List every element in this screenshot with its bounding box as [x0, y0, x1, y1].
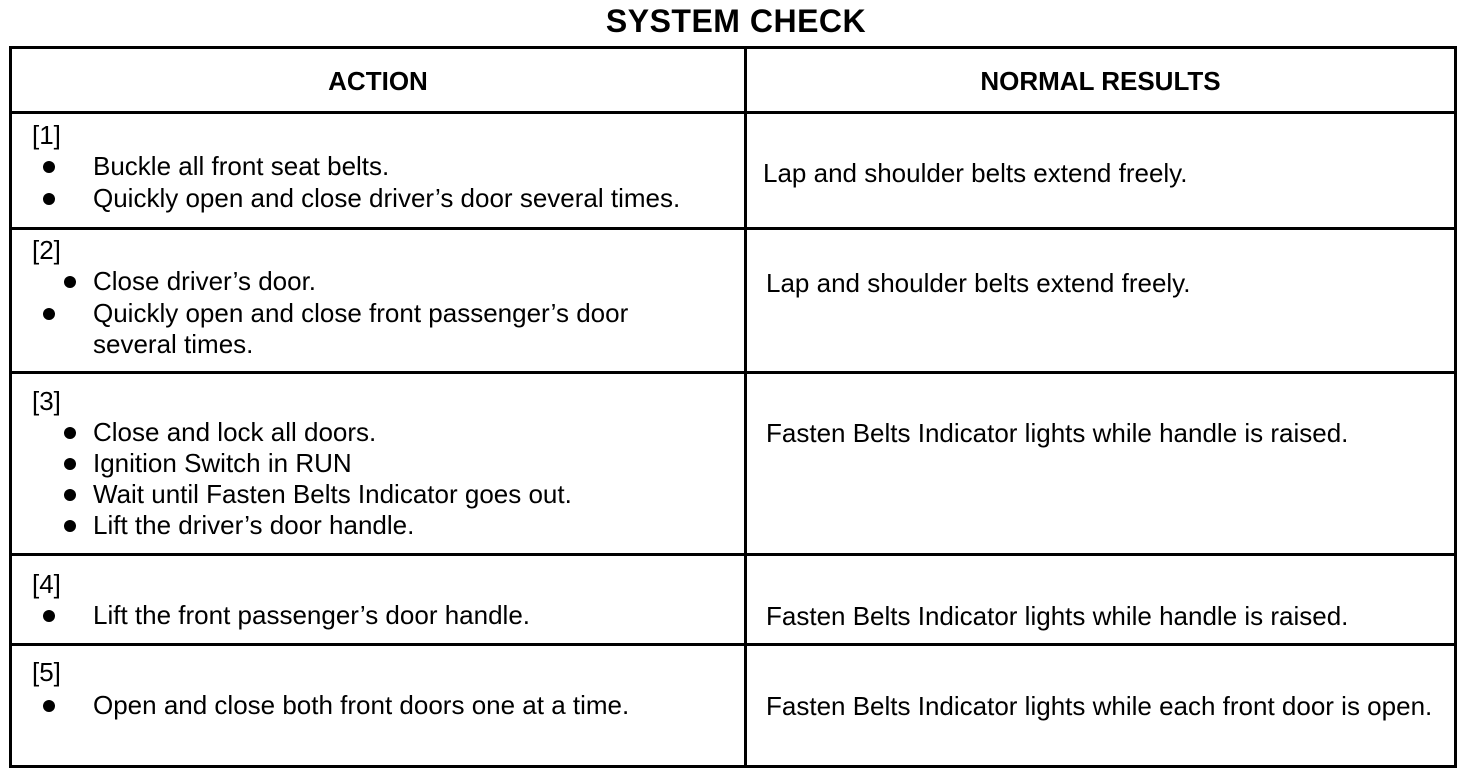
row-divider	[12, 227, 1454, 230]
action-item: Close and lock all doors.	[93, 417, 377, 447]
page-title: SYSTEM CHECK	[605, 3, 867, 39]
bullet-icon	[43, 700, 55, 712]
normal-result: Lap and shoulder belts extend freely.	[766, 268, 1191, 298]
action-item: Close driver’s door.	[93, 266, 317, 296]
step-number: [2]	[32, 235, 61, 265]
table-row	[12, 233, 742, 371]
action-item: Buckle all front seat belts.	[93, 151, 390, 181]
step-number: [3]	[32, 386, 61, 416]
bullet-icon	[64, 520, 76, 532]
normal-result: Fasten Belts Indicator lights while each front door is open.	[766, 691, 1433, 721]
bullet-icon	[64, 489, 76, 501]
bullet-icon	[64, 427, 76, 439]
step-number: [4]	[32, 569, 61, 599]
bullet-icon	[43, 610, 55, 622]
normal-result: Lap and shoulder belts extend freely.	[763, 158, 1188, 188]
system-check-table	[9, 46, 1457, 768]
table-row	[12, 567, 742, 643]
normal-result: Fasten Belts Indicator lights while handle is raised.	[766, 418, 1349, 448]
table-row	[12, 118, 742, 226]
row-divider	[12, 371, 1454, 374]
action-item: Lift the driver’s door handle.	[93, 510, 415, 540]
bullet-icon	[43, 193, 55, 205]
action-item: Wait until Fasten Belts Indicator goes out.	[93, 479, 572, 509]
step-number: [5]	[32, 657, 61, 687]
action-item: Quickly open and close driver’s door several times.	[93, 183, 681, 213]
action-item: Ignition Switch in RUN	[93, 448, 352, 478]
bullet-icon	[43, 308, 55, 320]
normal-result: Fasten Belts Indicator lights while handle is raised.	[766, 601, 1349, 631]
bullet-icon	[64, 458, 76, 470]
bullet-icon	[64, 276, 76, 288]
bullet-icon	[43, 161, 55, 173]
table-row	[12, 655, 742, 765]
header-action: ACTION	[328, 66, 428, 96]
action-item: Quickly open and close front passenger’s door several times.	[93, 298, 629, 359]
row-divider	[12, 553, 1454, 556]
row-divider	[12, 643, 1454, 646]
action-item: Open and close both front doors one at a time.	[93, 690, 630, 720]
step-number: [1]	[32, 120, 61, 150]
action-item: Lift the front passenger’s door handle.	[93, 600, 530, 630]
header-normal-results: NORMAL RESULTS	[980, 66, 1221, 96]
column-divider	[744, 49, 747, 765]
table-row	[12, 384, 742, 552]
